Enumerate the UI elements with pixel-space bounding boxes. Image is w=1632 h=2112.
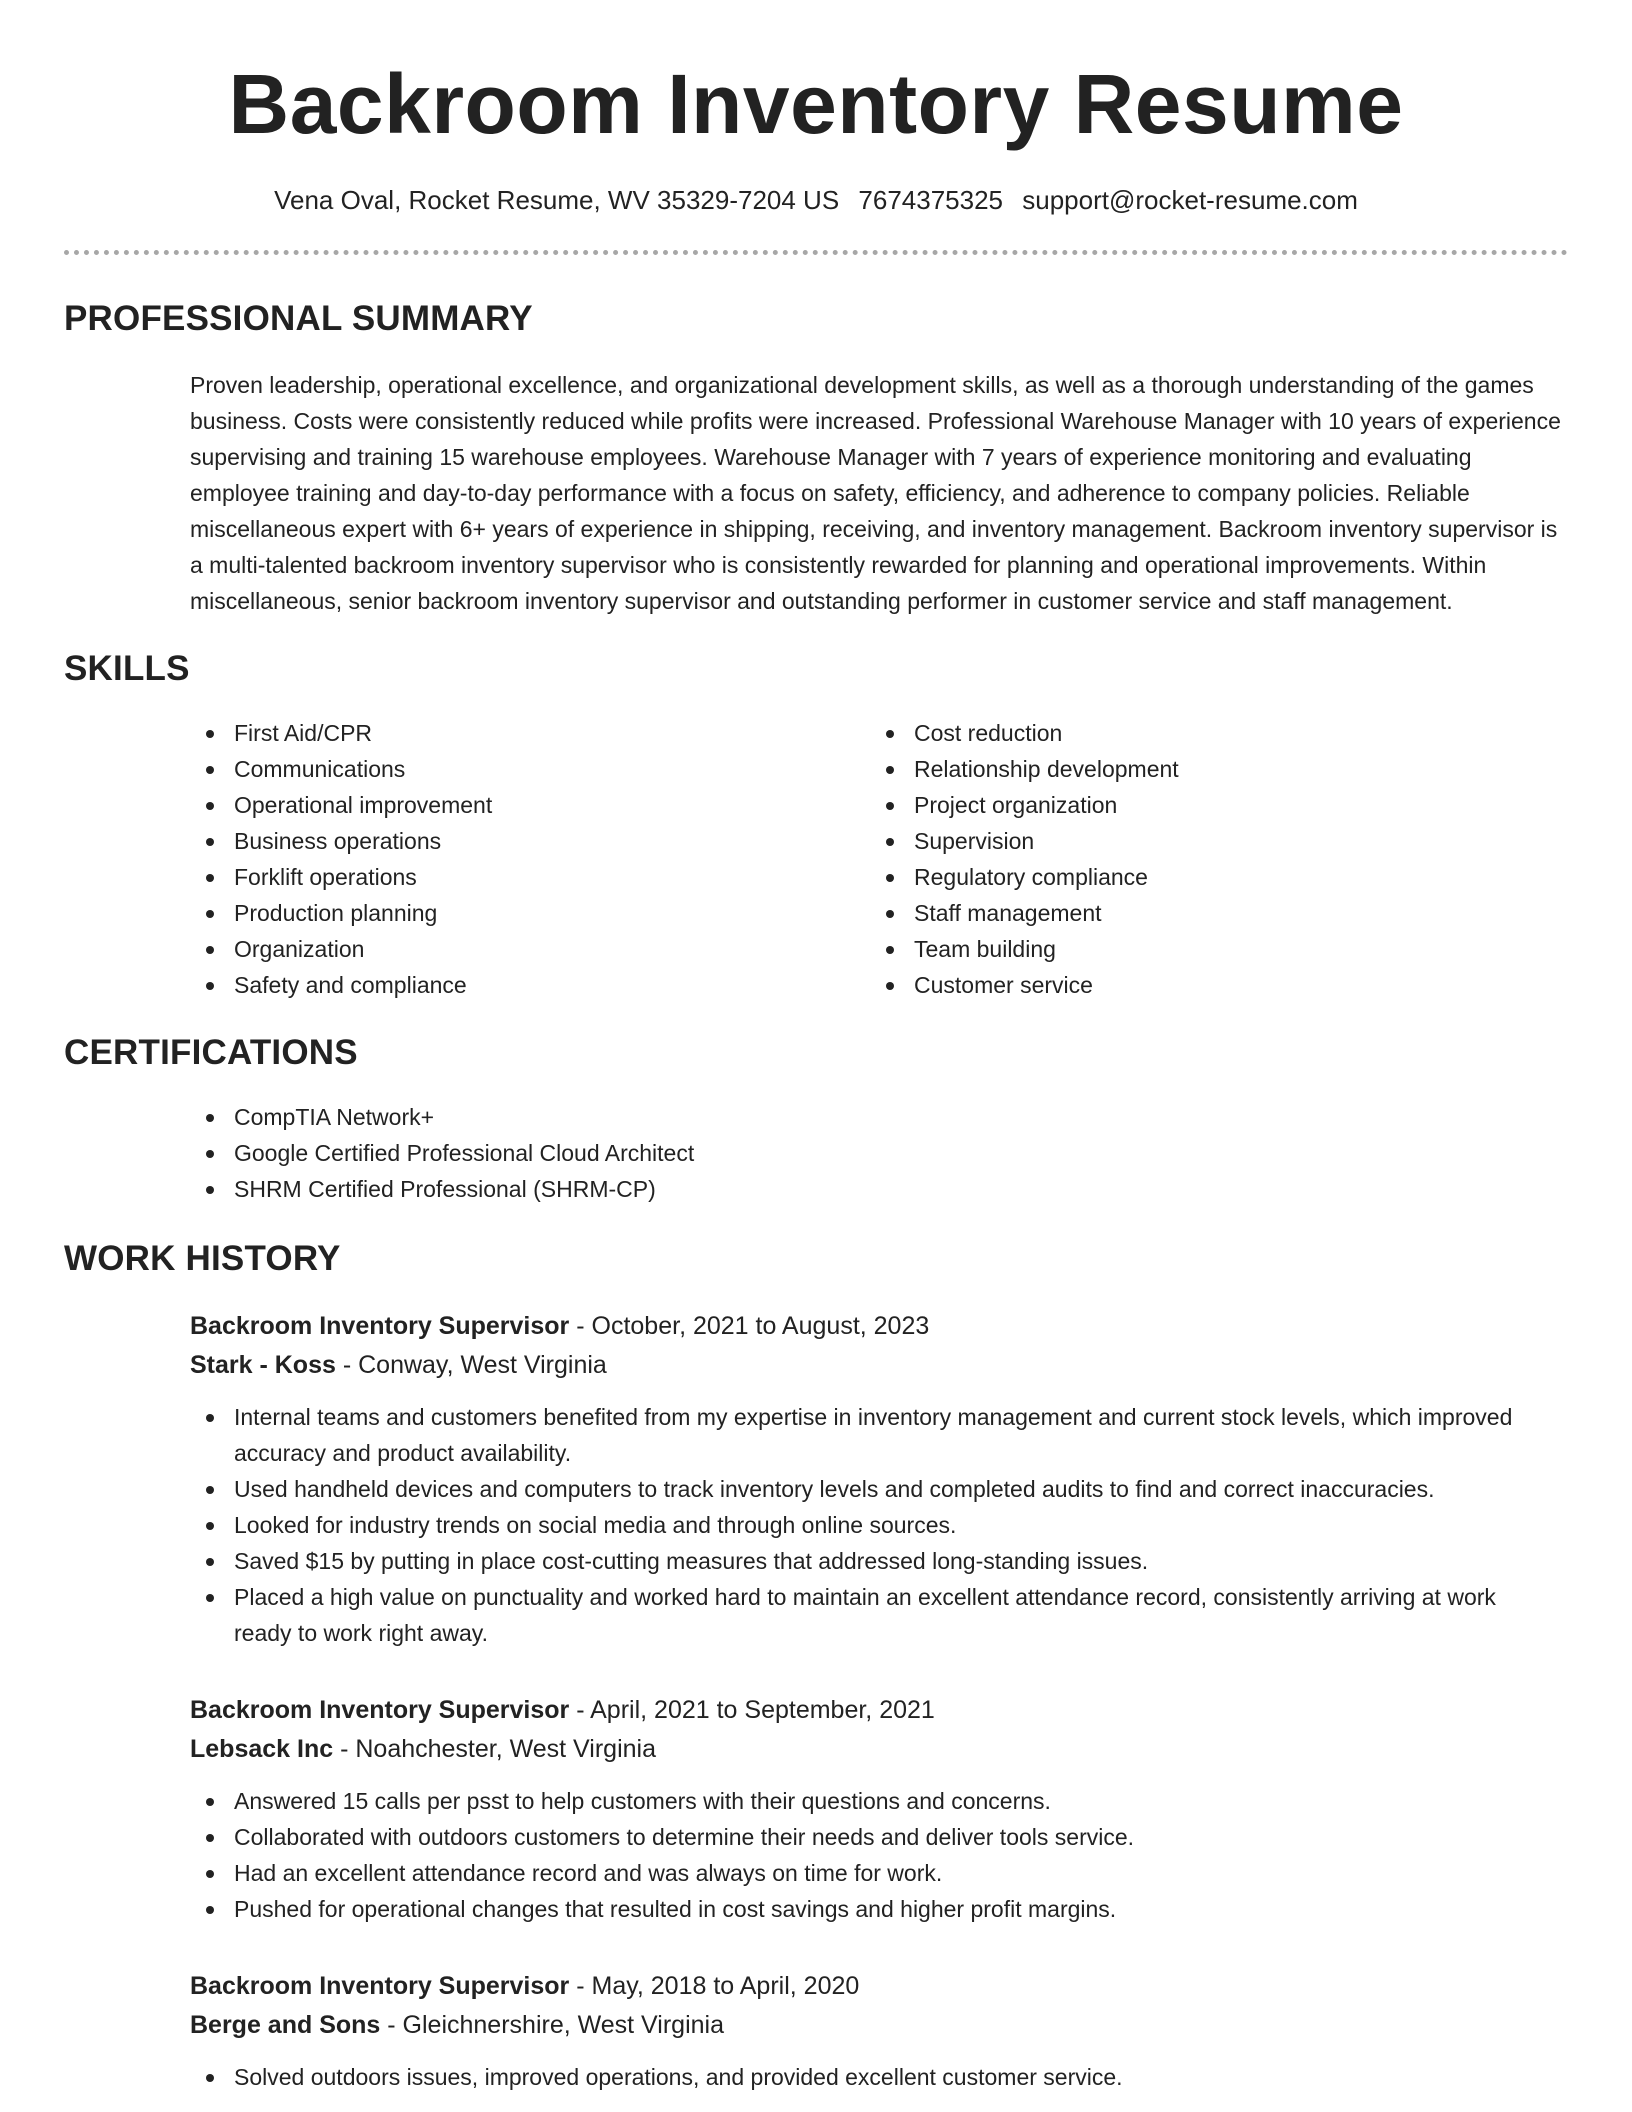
certification-item: CompTIA Network+: [190, 1099, 1568, 1135]
contact-phone: 7674375325: [858, 185, 1004, 215]
job-dates: - April, 2021 to September, 2021: [569, 1696, 935, 1724]
skill-item: Staff management: [870, 895, 1550, 931]
job-bullet: Placed a high value on punctuality and worked hard to maintain an excellent attendance record, consistently arriving at work ready to work right away.: [190, 1579, 1568, 1651]
skill-item: Project organization: [870, 787, 1550, 823]
job-bullet: Solved outdoors issues, improved operations, and provided excellent customer service.: [190, 2059, 1568, 2095]
skills-heading: SKILLS: [64, 649, 190, 688]
work-history-heading: WORK HISTORY: [64, 1239, 341, 1278]
work-history-section: [64, 1239, 1568, 2095]
job-bullet: Saved $15 by putting in place cost-cutting measures that addressed long-standing issues.: [190, 1543, 1568, 1579]
job-title-line: [190, 1691, 1568, 1730]
skill-item: Relationship development: [870, 751, 1550, 787]
job-entry: [190, 1691, 1568, 1927]
job-bullets: [190, 2059, 1568, 2095]
job-company: Berge and Sons: [190, 2011, 381, 2039]
job-dates: - October, 2021 to August, 2023: [569, 1312, 930, 1340]
skill-item: Production planning: [190, 895, 870, 931]
skill-item: Regulatory compliance: [870, 859, 1550, 895]
job-title-line: [190, 1967, 1568, 2006]
summary-section: [64, 299, 1568, 619]
job-location: - Gleichnershire, West Virginia: [380, 2011, 724, 2039]
certification-item: Google Certified Professional Cloud Architect: [190, 1135, 1568, 1171]
job-dates: - May, 2018 to April, 2020: [569, 1972, 860, 2000]
skills-grid: [190, 715, 1568, 1003]
resume-title: Backroom Inventory Resume: [228, 57, 1404, 151]
job-company-line: [190, 1346, 1568, 1385]
skill-item: Communications: [190, 751, 870, 787]
job-bullets: [190, 1399, 1568, 1651]
job-bullet: Looked for industry trends on social media and through online sources.: [190, 1507, 1568, 1543]
skills-list-left: [190, 715, 870, 1003]
job-entry: [190, 1967, 1568, 2095]
header-divider: [64, 250, 1568, 255]
skill-item: Customer service: [870, 967, 1550, 1003]
skill-item: Supervision: [870, 823, 1550, 859]
job-location: - Conway, West Virginia: [335, 1351, 607, 1379]
job-bullet: Had an excellent attendance record and was always on time for work.: [190, 1855, 1568, 1891]
job-company: Lebsack Inc: [190, 1735, 334, 1763]
job-bullet: Collaborated with outdoors customers to determine their needs and deliver tools service.: [190, 1819, 1568, 1855]
job-bullets: [190, 1783, 1568, 1927]
job-company: Stark - Koss: [190, 1351, 336, 1379]
contact-email: support@rocket-resume.com: [1022, 185, 1358, 215]
job-title: Backroom Inventory Supervisor: [190, 1312, 570, 1340]
skill-item: Team building: [870, 931, 1550, 967]
skill-item: Forklift operations: [190, 859, 870, 895]
resume-page: [64, 0, 1568, 2095]
contact-line: [64, 184, 1568, 216]
skill-item: Safety and compliance: [190, 967, 870, 1003]
skill-item: Business operations: [190, 823, 870, 859]
job-company-line: [190, 1730, 1568, 1769]
contact-address: Vena Oval, Rocket Resume, WV 35329-7204 US: [274, 185, 840, 215]
certifications-heading: CERTIFICATIONS: [64, 1033, 358, 1072]
job-bullet: Answered 15 calls per psst to help customers with their questions and concerns.: [190, 1783, 1568, 1819]
job-location: - Noahchester, West Virginia: [333, 1735, 656, 1763]
skills-section: [64, 649, 1568, 1003]
job-title: Backroom Inventory Supervisor: [190, 1696, 570, 1724]
certification-item: SHRM Certified Professional (SHRM-CP): [190, 1171, 1568, 1207]
skill-item: First Aid/CPR: [190, 715, 870, 751]
job-entry: [190, 1307, 1568, 1651]
skill-item: Operational improvement: [190, 787, 870, 823]
skill-item: Cost reduction: [870, 715, 1550, 751]
summary-text: Proven leadership, operational excellence, and organizational development skills, as well as a thorough understanding of the games business. Costs were consistently reduced while profits were increased. Professional Warehouse Manager with 10 years of experience supervising and training 15 warehouse employees. Warehouse Manager with 7 years of experience monitoring and evaluating employee training and day-to-day performance with a focus on safety, efficiency, and adherence to company policies. Reliable miscellaneous expert with 6+ years of experience in shipping, receiving, and inventory management. Backroom inventory supervisor is a multi-talented backroom inventory supervisor who is consistently rewarded for planning and operational improvements. Within miscellaneous, senior backroom inventory supervisor and outstanding performer in customer service and staff management.: [190, 372, 1561, 614]
job-company-line: [190, 2006, 1568, 2045]
skill-item: Organization: [190, 931, 870, 967]
summary-heading: PROFESSIONAL SUMMARY: [64, 299, 533, 338]
certifications-list: [190, 1099, 1568, 1207]
job-bullet: Pushed for operational changes that resulted in cost savings and higher profit margins.: [190, 1891, 1568, 1927]
job-bullet: Internal teams and customers benefited from my expertise in inventory management and current stock levels, which improved accuracy and product availability.: [190, 1399, 1568, 1471]
skills-list-right: [870, 715, 1550, 1003]
resume-header: [64, 0, 1568, 255]
certifications-section: [64, 1033, 1568, 1207]
job-title-line: [190, 1307, 1568, 1346]
job-bullet: Used handheld devices and computers to track inventory levels and completed audits to find and correct inaccuracies.: [190, 1471, 1568, 1507]
job-title: Backroom Inventory Supervisor: [190, 1972, 570, 2000]
